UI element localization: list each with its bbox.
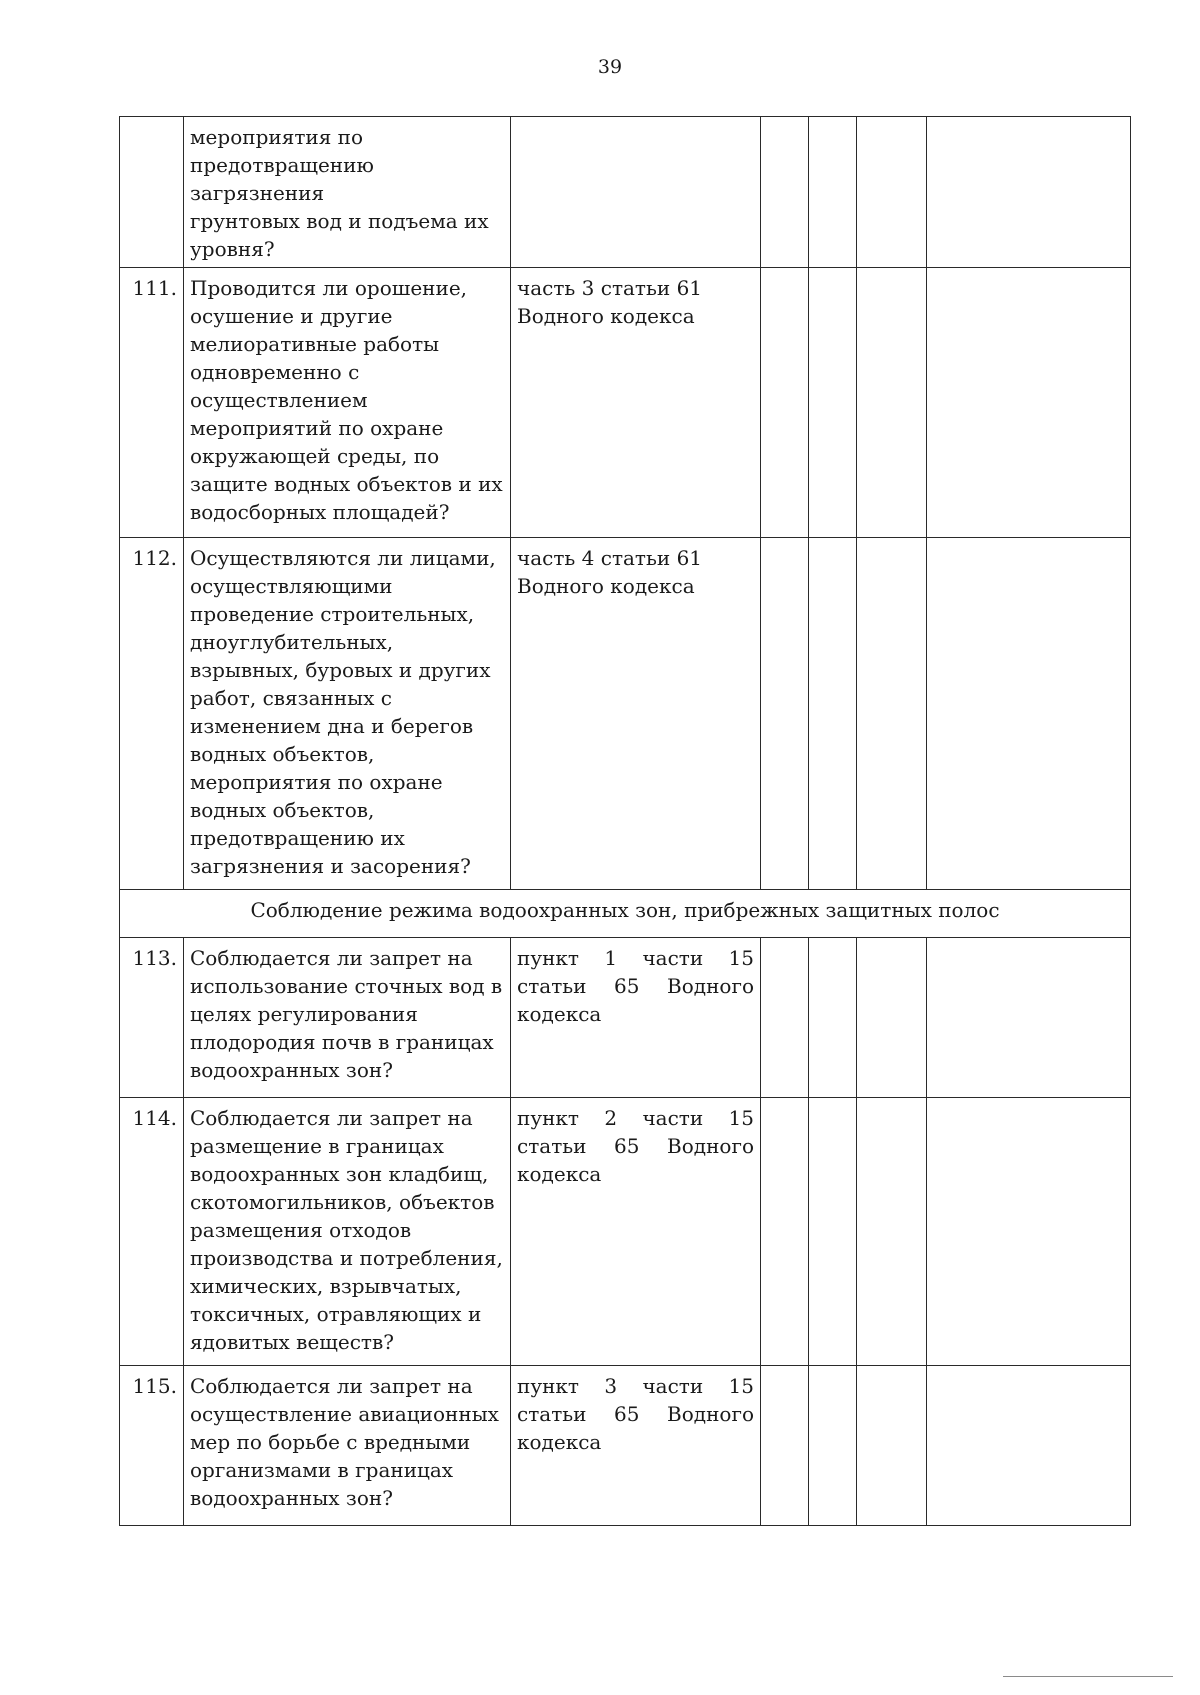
item-number: 111. <box>120 268 184 538</box>
table-row <box>120 1366 1131 1526</box>
item-number: 113. <box>120 938 184 1098</box>
item-number: 114. <box>120 1098 184 1366</box>
empty-cell <box>761 538 809 890</box>
empty-cell <box>927 117 1131 268</box>
item-number: 112. <box>120 538 184 890</box>
empty-cell <box>857 1366 927 1526</box>
empty-cell <box>809 117 857 268</box>
empty-cell <box>809 1098 857 1366</box>
item-number: 115. <box>120 1366 184 1526</box>
empty-cell <box>927 538 1131 890</box>
reference-line: кодекса <box>517 1430 602 1454</box>
section-heading: Соблюдение режима водоохранных зон, прибрежных защитных полос <box>120 890 1131 938</box>
table-row <box>120 268 1131 538</box>
reference-line: кодекса <box>517 1162 602 1186</box>
reference-line: пункт 3 части 15 <box>517 1374 754 1398</box>
requirement-question: мероприятия по предотвращению загрязнения грунтовых вод и подъема их уровня? <box>184 117 511 268</box>
legal-reference <box>511 1366 761 1526</box>
legal-reference <box>511 1098 761 1366</box>
table-row <box>120 117 1131 268</box>
empty-cell <box>857 938 927 1098</box>
table-row <box>120 938 1131 1098</box>
empty-cell <box>857 1098 927 1366</box>
empty-cell <box>761 938 809 1098</box>
requirement-question: Соблюдается ли запрет на осуществление авиационных мер по борьбе с вредными организмами в границах водоохранных зон? <box>184 1366 511 1526</box>
reference-line: статьи 65 Водного <box>517 974 754 998</box>
legal-reference: часть 3 статьи 61 Водного кодекса <box>511 268 761 538</box>
table-row <box>120 1098 1131 1366</box>
empty-cell <box>927 1366 1131 1526</box>
requirement-question: Соблюдается ли запрет на использование сточных вод в целях регулирования плодородия почв в границах водоохранных зон? <box>184 938 511 1098</box>
table-row <box>120 538 1131 890</box>
legal-reference <box>511 938 761 1098</box>
requirement-question: Соблюдается ли запрет на размещение в границах водоохранных зон кладбищ, скотомогильников, объектов размещения отходов производства и потребления, химических, взрывчатых, токсичных, отравляющих и ядовитых веществ? <box>184 1098 511 1366</box>
empty-cell <box>761 268 809 538</box>
empty-cell <box>761 1366 809 1526</box>
empty-cell <box>927 938 1131 1098</box>
reference-line: пункт 1 части 15 <box>517 946 754 970</box>
empty-cell <box>857 117 927 268</box>
reference-line: пункт 2 части 15 <box>517 1106 754 1130</box>
empty-cell <box>809 938 857 1098</box>
legal-reference <box>511 117 761 268</box>
reference-line: статьи 65 Водного <box>517 1134 754 1158</box>
section-row <box>120 890 1131 938</box>
empty-cell <box>761 1098 809 1366</box>
empty-cell <box>809 1366 857 1526</box>
requirement-question: Проводится ли орошение, осушение и другие мелиоративные работы одновременно с осуществлением мероприятий по охране окружающей среды, по защите водных объектов и их водосборных площадей? <box>184 268 511 538</box>
reference-line: статьи 65 Водного <box>517 1402 754 1426</box>
item-number <box>120 117 184 268</box>
checklist-table <box>119 116 1131 1526</box>
empty-cell <box>857 538 927 890</box>
empty-cell <box>857 268 927 538</box>
legal-reference: часть 4 статьи 61 Водного кодекса <box>511 538 761 890</box>
empty-cell <box>809 268 857 538</box>
reference-line: кодекса <box>517 1002 602 1026</box>
requirement-question: Осуществляются ли лицами, осуществляющими проведение строительных, дноуглубительных, взрывных, буровых и других работ, связанных с изменением дна и берегов водных объектов, мероприятия по охране водных объектов, предотвращению их загрязнения и засорения? <box>184 538 511 890</box>
empty-cell <box>761 117 809 268</box>
footer-rule <box>1003 1676 1173 1677</box>
empty-cell <box>927 268 1131 538</box>
empty-cell <box>809 538 857 890</box>
empty-cell <box>927 1098 1131 1366</box>
page-number: 39 <box>597 56 623 78</box>
